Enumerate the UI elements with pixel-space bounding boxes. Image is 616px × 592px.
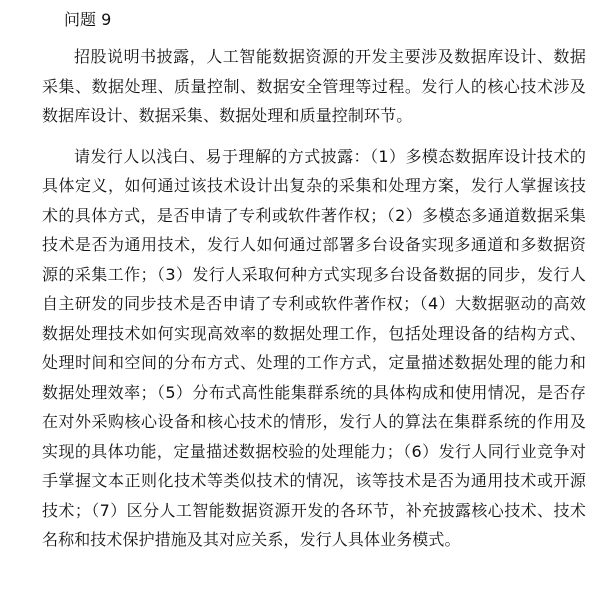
paragraph-disclosure: 招股说明书披露，人工智能数据资源的开发主要涉及数据库设计、数据采集、数据处理、质量控制、数据安全管理等过程。发行人的核心技术涉及数据库设计、数据采集、数据处理和质量控制环节。 [42, 47, 586, 125]
paragraph-requirements: 请发行人以浅白、易于理解的方式披露：（1）多模态数据库设计技术的具体定义，如何通过该技术设计出复杂的采集和处理方案，发行人掌握该技术的具体方式，是否申请了专利或软件著作权；（2）多模态多通道数据采集技术是否为通用技术，发行人如何通过部署多台设备实现多通道和多数据资源的采集工作；（3）发行人采取何种方式实现多台设备数据的同步，发行人自主研发的同步技术是否申请了专利或软件著作权；（4）大数据驱动的高效数据处理技术如何实现高效率的数据处理工作，包括处理设备的结构方式、处理时间和空间的分布方式、处理的工作方式，定量描述数据处理的能力和数据处理效率；（5）分布式高性能集群系统的具体构成和使用情况，是否存在对外采购核心设备和核心技术的情形，发行人的算法在集群系统的作用及实现的具体功能，定量描述数据校验的处理能力；（6）发行人同行业竞争对手掌握文本正则化技术等类似技术的情况，该等技术是否为通用技术或开源技术；（7）区分人工智能数据资源开发的各环节，补充披露核心技术、技术名称和技术保护措施及其对应关系，发行人具体业务模式。 [42, 146, 586, 549]
question-heading: 问题 9 [64, 10, 112, 29]
